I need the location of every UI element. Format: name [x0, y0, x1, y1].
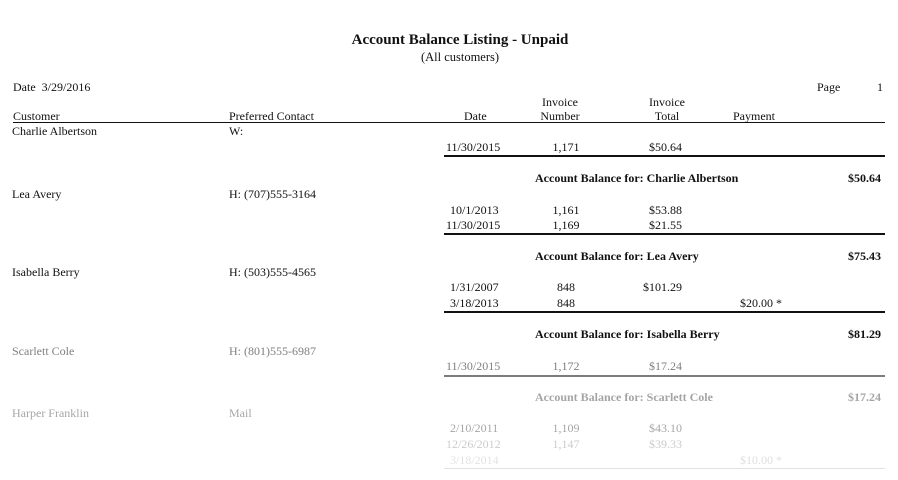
invoice-number: 1,109: [552, 421, 580, 435]
invoice-date: 1/31/2007: [450, 280, 499, 294]
customer-contact: H: (801)555-6987: [229, 344, 316, 358]
page-label: Page: [817, 80, 841, 94]
col-header-customer: Customer: [13, 109, 60, 123]
payment-amount: $10.00 *: [740, 453, 782, 467]
account-balance-label: Account Balance for: Isabella Berry: [535, 327, 720, 341]
date-label: Date: [13, 80, 36, 94]
invoice-total: $39.33: [649, 437, 682, 451]
invoice-total: $17.24: [649, 359, 682, 373]
invoice-number: 1,161: [552, 203, 580, 217]
invoice-total: $21.55: [649, 218, 682, 232]
invoice-total: $101.29: [643, 280, 682, 294]
account-balance-label: Account Balance for: Lea Avery: [535, 249, 699, 263]
group-rule: [444, 468, 885, 469]
header-rule: [13, 122, 885, 123]
invoice-number: 1,169: [552, 218, 580, 232]
report-date: [13, 80, 90, 95]
group-rule: [444, 233, 885, 235]
payment-amount: $20.00 *: [740, 296, 782, 310]
invoice-date: 11/30/2015: [446, 140, 501, 154]
invoice-total: $43.10: [649, 421, 682, 435]
page-number: 1: [877, 80, 883, 94]
invoice-date: 3/18/2013: [450, 296, 499, 310]
invoice-date: 11/30/2015: [446, 218, 501, 232]
customer-name: Isabella Berry: [12, 265, 80, 279]
customer-contact: Mail: [229, 406, 252, 420]
customer-contact: H: (707)555-3164: [229, 187, 316, 201]
invoice-date: 2/10/2011: [450, 421, 499, 435]
customer-contact: H: (503)555-4565: [229, 265, 316, 279]
account-balance-label: Account Balance for: Scarlett Cole: [535, 390, 713, 404]
customer-name: Harper Franklin: [12, 406, 89, 420]
invoice-number: 848: [557, 280, 575, 294]
account-balance-label: Account Balance for: Charlie Albertson: [535, 171, 739, 185]
col-header-date: Date: [464, 109, 487, 123]
invoice-date: 10/1/2013: [450, 203, 499, 217]
account-balance-amount: $50.64: [848, 171, 881, 185]
col-header-payment: Payment: [733, 109, 775, 123]
invoice-total: $50.64: [649, 140, 682, 154]
col-header-invoice-total-line2: Total: [654, 109, 680, 123]
customer-name: Charlie Albertson: [12, 124, 97, 138]
report-subtitle: (All customers): [420, 50, 500, 64]
group-rule: [444, 311, 885, 313]
col-header-contact: Preferred Contact: [229, 109, 314, 123]
invoice-date: 12/26/2012: [446, 437, 501, 451]
customer-contact: W:: [229, 124, 244, 138]
col-header-invoice-number-line1: Invoice: [542, 95, 578, 109]
invoice-total: $53.88: [649, 203, 682, 217]
col-header-invoice-number-line2: Number: [540, 109, 580, 123]
customer-name: Scarlett Cole: [12, 344, 75, 358]
invoice-number: 1,172: [552, 359, 580, 373]
invoice-number: 848: [557, 296, 575, 310]
date-value: 3/29/2016: [41, 80, 91, 94]
group-rule: [444, 375, 885, 377]
customer-name: Lea Avery: [12, 187, 62, 201]
invoice-date: 3/18/2014: [450, 453, 499, 467]
col-header-invoice-total-line1: Invoice: [649, 95, 685, 109]
group-rule: [444, 155, 885, 157]
account-balance-amount: $17.24: [848, 390, 881, 404]
invoice-number: 1,171: [552, 140, 580, 154]
invoice-date: 11/30/2015: [446, 359, 501, 373]
account-balance-amount: $81.29: [848, 327, 881, 341]
account-balance-amount: $75.43: [848, 249, 881, 263]
invoice-number: 1,147: [552, 437, 580, 451]
report-title: Account Balance Listing - Unpaid: [351, 32, 569, 48]
